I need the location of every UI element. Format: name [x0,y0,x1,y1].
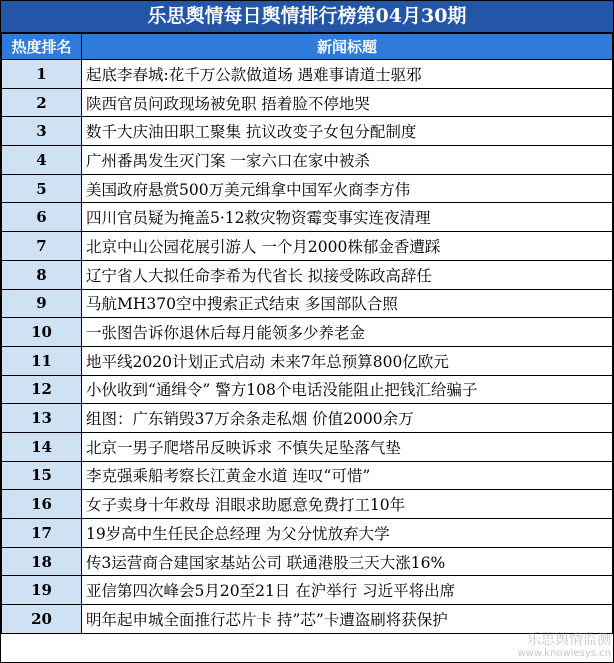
table-body [2,60,613,634]
table-row [2,519,613,548]
watermark-url: www.knowlesys.cn [517,648,611,659]
rank-cell: 10 [2,318,82,347]
headline-cell: 陕西官员问政现场被免职 捂着脸不停地哭 [82,88,613,117]
watermark-name: 乐思舆情监测 [527,632,611,648]
headline-cell: 马航MH370空中搜索正式结束 多国部队合照 [82,289,613,318]
headline-cell: 传3运营商合建国家基站公司 联通港股三天大涨16% [82,547,613,576]
rank-cell: 8 [2,260,82,289]
headline-cell: 广州番禺发生灭门案 一家六口在家中被杀 [82,146,613,175]
ranking-table [1,33,613,634]
rank-cell: 4 [2,146,82,175]
headline-cell: 李克强乘船考察长江黄金水道 连叹“可惜” [82,461,613,490]
table-row [2,547,613,576]
rank-cell: 14 [2,432,82,461]
rank-cell: 18 [2,547,82,576]
headline-cell: 地平线2020计划正式启动 未来7年总预算800亿欧元 [82,346,613,375]
table-row [2,117,613,146]
headline-cell: 19岁高中生任民企总经理 为父分忧放弃大学 [82,519,613,548]
headline-cell: 美国政府悬赏500万美元缉拿中国军火商李方伟 [82,174,613,203]
table-row [2,146,613,175]
page-title: 乐思舆情每日舆情排行榜第04月30期 [1,1,613,33]
rank-column-header: 热度排名 [2,34,82,60]
table-row [2,203,613,232]
table-header-row [2,34,613,60]
rank-cell: 16 [2,490,82,519]
table-row [2,404,613,433]
rank-cell: 15 [2,461,82,490]
rank-cell: 5 [2,174,82,203]
rank-cell: 19 [2,576,82,605]
headline-cell: 北京中山公园花展引游人 一个月2000株郁金香遭踩 [82,232,613,261]
headline-cell: 辽宁省人大拟任命李希为代省长 拟接受陈政高辞任 [82,260,613,289]
headline-cell: 亚信第四次峰会5月20至21日 在沪举行 习近平将出席 [82,576,613,605]
watermark [517,632,611,660]
rank-cell: 9 [2,289,82,318]
table-row [2,289,613,318]
rank-cell: 2 [2,88,82,117]
headline-cell: 明年起申城全面推行芯片卡 持”芯”卡遭盗刷将获保护 [82,605,613,634]
headline-cell: 一张图告诉你退休后每月能领多少养老金 [82,318,613,347]
headline-cell: 女子卖身十年救母 泪眼求助愿意免费打工10年 [82,490,613,519]
table-row [2,260,613,289]
table-row [2,346,613,375]
rank-cell: 1 [2,60,82,89]
headline-column-header: 新闻标题 [82,34,613,60]
table-row [2,174,613,203]
table-row [2,232,613,261]
headline-cell: 数千大庆油田职工聚集 抗议改变子女包分配制度 [82,117,613,146]
headline-cell: 组图：广东销毁37万余条走私烟 价值2000余万 [82,404,613,433]
table-row [2,461,613,490]
table-row [2,576,613,605]
table-row [2,60,613,89]
rank-cell: 13 [2,404,82,433]
table-row [2,432,613,461]
rank-cell: 11 [2,346,82,375]
rank-cell: 17 [2,519,82,548]
headline-cell: 四川官员疑为掩盖5·12救灾物资霉变事实连夜清理 [82,203,613,232]
rank-cell: 12 [2,375,82,404]
rank-cell: 3 [2,117,82,146]
rank-cell: 7 [2,232,82,261]
table-row [2,375,613,404]
rank-cell: 6 [2,203,82,232]
table-row [2,490,613,519]
headline-cell: 小伙收到“通缉令” 警方108个电话没能阻止把钱汇给骗子 [82,375,613,404]
table-row [2,605,613,634]
headline-cell: 北京一男子爬塔吊反映诉求 不慎失足坠落气垫 [82,432,613,461]
headline-cell: 起底李春城:花千万公款做道场 遇难事请道士驱邪 [82,60,613,89]
table-row [2,318,613,347]
table-row [2,88,613,117]
rank-cell: 20 [2,605,82,634]
